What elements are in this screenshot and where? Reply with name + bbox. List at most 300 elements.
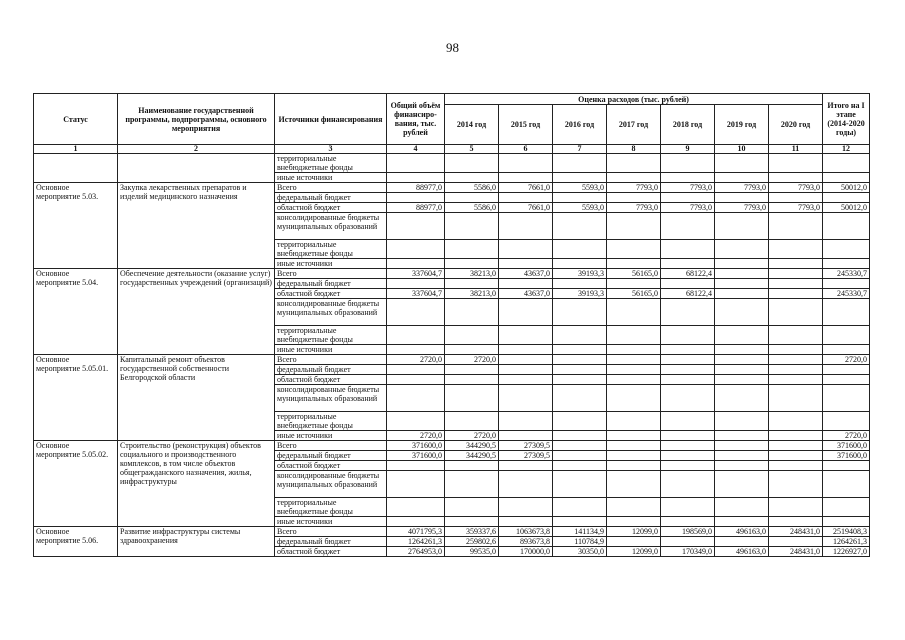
table-body — [34, 154, 870, 557]
year-value-cell — [553, 441, 607, 451]
year-value-cell — [607, 498, 661, 517]
source-cell: федеральный бюджет — [275, 365, 387, 375]
status-cell — [34, 154, 118, 183]
stage-total-cell — [823, 259, 870, 269]
status-cell: Основное мероприятие 5.03. — [34, 183, 118, 269]
year-value-cell — [553, 193, 607, 203]
program-name-cell: Развитие инфраструктуры системы здравоохранения — [118, 527, 275, 557]
stage-total-cell — [823, 365, 870, 375]
year-value-cell: 43637,0 — [499, 289, 553, 299]
year-value-cell — [445, 154, 499, 173]
year-value-cell — [553, 279, 607, 289]
year-value-cell — [715, 173, 769, 183]
year-value-cell: 170000,0 — [499, 547, 553, 557]
year-value-cell — [553, 345, 607, 355]
year-value-cell — [445, 326, 499, 345]
year-value-cell — [607, 375, 661, 385]
year-value-cell — [715, 345, 769, 355]
year-value-cell — [499, 240, 553, 259]
year-value-cell — [661, 498, 715, 517]
stage-total-cell — [823, 385, 870, 412]
source-cell: иные источники — [275, 259, 387, 269]
year-value-cell — [769, 461, 823, 471]
source-cell: иные источники — [275, 173, 387, 183]
year-value-cell — [553, 471, 607, 498]
year-value-cell: 248431,0 — [769, 527, 823, 537]
year-value-cell — [499, 431, 553, 441]
year-value-cell: 5586,0 — [445, 203, 499, 213]
year-value-cell — [769, 517, 823, 527]
year-value-cell — [661, 441, 715, 451]
year-value-cell — [607, 259, 661, 269]
total-cell — [387, 240, 445, 259]
year-value-cell — [553, 517, 607, 527]
header-estimate: Оценка расходов (тыс. рублей) — [445, 94, 823, 105]
header-total: Общий объём финансиро-вания, тыс. рублей — [387, 94, 445, 145]
year-value-cell: 12099,0 — [607, 547, 661, 557]
year-value-cell — [499, 517, 553, 527]
program-name-cell: Строительство (реконструкция) объектов социального и производственного комплексов, в том числе объектов общегражданского назначения, жилья, инфраструктуры — [118, 441, 275, 527]
source-cell: Всего — [275, 355, 387, 365]
stage-total-cell — [823, 517, 870, 527]
year-value-cell — [607, 537, 661, 547]
column-number: 11 — [769, 145, 823, 154]
year-value-cell — [499, 173, 553, 183]
total-cell — [387, 259, 445, 269]
stage-total-cell: 1264261,3 — [823, 537, 870, 547]
stage-total-cell — [823, 154, 870, 173]
year-value-cell: 198569,0 — [661, 527, 715, 537]
column-number: 10 — [715, 145, 769, 154]
year-value-cell — [661, 345, 715, 355]
year-value-cell: 7661,0 — [499, 183, 553, 193]
table-row — [34, 183, 870, 193]
table-row — [34, 441, 870, 451]
year-value-cell — [445, 365, 499, 375]
stage-total-cell: 245330,7 — [823, 289, 870, 299]
year-value-cell — [445, 517, 499, 527]
year-value-cell: 56165,0 — [607, 289, 661, 299]
total-cell: 4071795,3 — [387, 527, 445, 537]
year-value-cell: 259802,6 — [445, 537, 499, 547]
year-value-cell — [715, 461, 769, 471]
year-value-cell: 5593,0 — [553, 203, 607, 213]
year-value-cell — [553, 299, 607, 326]
header-status: Статус — [34, 94, 118, 145]
year-value-cell: 27309,5 — [499, 451, 553, 461]
source-cell: федеральный бюджет — [275, 193, 387, 203]
stage-total-cell: 2720,0 — [823, 355, 870, 365]
year-value-cell — [715, 412, 769, 431]
year-value-cell — [607, 279, 661, 289]
stage-total-cell: 371600,0 — [823, 451, 870, 461]
year-value-cell — [553, 326, 607, 345]
year-value-cell: 7793,0 — [607, 203, 661, 213]
year-value-cell — [499, 213, 553, 240]
stage-total-cell — [823, 498, 870, 517]
year-value-cell: 39193,3 — [553, 269, 607, 279]
year-value-cell — [769, 279, 823, 289]
table-row — [34, 355, 870, 365]
source-cell: областной бюджет — [275, 203, 387, 213]
year-value-cell — [769, 289, 823, 299]
year-value-cell: 99535,0 — [445, 547, 499, 557]
year-value-cell — [445, 279, 499, 289]
year-value-cell: 496163,0 — [715, 547, 769, 557]
total-cell: 371600,0 — [387, 441, 445, 451]
status-cell: Основное мероприятие 5.05.02. — [34, 441, 118, 527]
year-value-cell — [607, 240, 661, 259]
column-number: 12 — [823, 145, 870, 154]
year-value-cell — [661, 471, 715, 498]
year-value-cell — [607, 213, 661, 240]
year-value-cell — [715, 498, 769, 517]
header-year: 2018 год — [661, 105, 715, 145]
year-value-cell — [445, 259, 499, 269]
year-value-cell — [661, 461, 715, 471]
header-sources: Источники финансирования — [275, 94, 387, 145]
year-value-cell: 496163,0 — [715, 527, 769, 537]
year-value-cell — [769, 451, 823, 461]
total-cell: 2720,0 — [387, 355, 445, 365]
total-cell — [387, 345, 445, 355]
financing-table — [33, 93, 870, 557]
year-value-cell — [553, 240, 607, 259]
year-value-cell: 68122,4 — [661, 289, 715, 299]
stage-total-cell — [823, 461, 870, 471]
table-row — [34, 527, 870, 537]
year-value-cell — [553, 213, 607, 240]
source-cell: областной бюджет — [275, 547, 387, 557]
year-value-cell — [769, 240, 823, 259]
year-value-cell — [607, 365, 661, 375]
year-value-cell — [607, 173, 661, 183]
stage-total-cell — [823, 375, 870, 385]
total-cell: 2764953,0 — [387, 547, 445, 557]
year-value-cell — [553, 365, 607, 375]
source-cell: территориальные внебюджетные фонды — [275, 240, 387, 259]
source-cell: территориальные внебюджетные фонды — [275, 154, 387, 173]
total-cell — [387, 326, 445, 345]
source-cell: Всего — [275, 269, 387, 279]
year-value-cell — [769, 299, 823, 326]
year-value-cell — [769, 412, 823, 431]
year-value-cell — [769, 345, 823, 355]
year-value-cell — [607, 471, 661, 498]
total-cell: 88977,0 — [387, 183, 445, 193]
year-value-cell: 38213,0 — [445, 269, 499, 279]
stage-total-cell: 1226927,0 — [823, 547, 870, 557]
stage-total-cell — [823, 412, 870, 431]
year-value-cell — [715, 240, 769, 259]
total-cell: 1264261,3 — [387, 537, 445, 547]
source-cell: консолидированные бюджеты муниципальных образований — [275, 385, 387, 412]
year-value-cell — [715, 269, 769, 279]
year-value-cell: 141134,9 — [553, 527, 607, 537]
year-value-cell — [661, 355, 715, 365]
year-value-cell: 12099,0 — [607, 527, 661, 537]
header-year: 2015 год — [499, 105, 553, 145]
year-value-cell — [661, 537, 715, 547]
stage-total-cell — [823, 173, 870, 183]
year-value-cell: 5586,0 — [445, 183, 499, 193]
year-value-cell — [553, 451, 607, 461]
year-value-cell — [715, 375, 769, 385]
year-value-cell — [499, 412, 553, 431]
year-value-cell — [553, 412, 607, 431]
column-number: 5 — [445, 145, 499, 154]
year-value-cell — [715, 451, 769, 461]
year-value-cell — [769, 213, 823, 240]
year-value-cell — [661, 385, 715, 412]
total-cell — [387, 365, 445, 375]
year-value-cell — [715, 279, 769, 289]
year-value-cell — [553, 461, 607, 471]
total-cell: 88977,0 — [387, 203, 445, 213]
year-value-cell — [661, 193, 715, 203]
total-cell — [387, 213, 445, 240]
stage-total-cell: 50012,0 — [823, 203, 870, 213]
total-cell — [387, 154, 445, 173]
year-value-cell — [499, 498, 553, 517]
year-value-cell — [607, 193, 661, 203]
year-value-cell: 7793,0 — [769, 203, 823, 213]
source-cell: Всего — [275, 527, 387, 537]
year-value-cell — [499, 461, 553, 471]
stage-total-cell — [823, 213, 870, 240]
year-value-cell — [769, 385, 823, 412]
source-cell: иные источники — [275, 517, 387, 527]
column-number: 9 — [661, 145, 715, 154]
column-number-row — [34, 145, 870, 154]
year-value-cell — [499, 259, 553, 269]
year-value-cell: 248431,0 — [769, 547, 823, 557]
year-value-cell: 2720,0 — [445, 355, 499, 365]
year-value-cell: 2720,0 — [445, 431, 499, 441]
status-cell: Основное мероприятие 5.04. — [34, 269, 118, 355]
year-value-cell — [769, 537, 823, 547]
total-cell — [387, 471, 445, 498]
year-value-cell — [499, 345, 553, 355]
year-value-cell: 7793,0 — [607, 183, 661, 193]
year-value-cell — [445, 375, 499, 385]
year-value-cell: 56165,0 — [607, 269, 661, 279]
header-stage-total: Итого на I этапе (2014-2020 годы) — [823, 94, 870, 145]
year-value-cell — [715, 326, 769, 345]
year-value-cell — [769, 193, 823, 203]
year-value-cell — [553, 385, 607, 412]
year-value-cell — [607, 326, 661, 345]
year-value-cell — [499, 471, 553, 498]
header-year: 2016 год — [553, 105, 607, 145]
year-value-cell — [445, 193, 499, 203]
year-value-cell — [445, 412, 499, 431]
total-cell — [387, 173, 445, 183]
year-value-cell — [715, 441, 769, 451]
total-cell: 337604,7 — [387, 289, 445, 299]
year-value-cell — [769, 375, 823, 385]
year-value-cell — [445, 498, 499, 517]
year-value-cell — [715, 289, 769, 299]
year-value-cell — [715, 259, 769, 269]
year-value-cell — [769, 173, 823, 183]
stage-total-cell — [823, 279, 870, 289]
column-number: 4 — [387, 145, 445, 154]
year-value-cell — [661, 375, 715, 385]
year-value-cell — [607, 154, 661, 173]
year-value-cell — [445, 173, 499, 183]
page-number: 98 — [446, 40, 459, 55]
year-value-cell — [445, 299, 499, 326]
total-cell — [387, 412, 445, 431]
year-value-cell: 38213,0 — [445, 289, 499, 299]
total-cell — [387, 498, 445, 517]
year-value-cell — [715, 154, 769, 173]
total-cell — [387, 193, 445, 203]
year-value-cell — [661, 517, 715, 527]
table-row — [34, 269, 870, 279]
year-value-cell: 7661,0 — [499, 203, 553, 213]
total-cell: 337604,7 — [387, 269, 445, 279]
year-value-cell — [553, 498, 607, 517]
year-value-cell — [607, 431, 661, 441]
year-value-cell — [607, 461, 661, 471]
year-value-cell — [715, 299, 769, 326]
program-name-cell: Закупка лекарственных препаратов и изделий медицинского назначения — [118, 183, 275, 269]
source-cell: территориальные внебюджетные фонды — [275, 412, 387, 431]
column-number: 6 — [499, 145, 553, 154]
stage-total-cell: 245330,7 — [823, 269, 870, 279]
year-value-cell — [553, 375, 607, 385]
header-program-name: Наименование государственной программы, подпрограммы, основного мероприятия — [118, 94, 275, 145]
year-value-cell: 7793,0 — [715, 183, 769, 193]
year-value-cell — [769, 498, 823, 517]
year-value-cell: 7793,0 — [661, 183, 715, 193]
year-value-cell — [661, 431, 715, 441]
source-cell: областной бюджет — [275, 461, 387, 471]
year-value-cell — [661, 173, 715, 183]
year-value-cell — [607, 385, 661, 412]
year-value-cell — [715, 471, 769, 498]
year-value-cell: 359337,6 — [445, 527, 499, 537]
stage-total-cell: 2720,0 — [823, 431, 870, 441]
total-cell — [387, 299, 445, 326]
year-value-cell — [499, 193, 553, 203]
year-value-cell — [553, 154, 607, 173]
year-value-cell — [607, 345, 661, 355]
stage-total-cell: 2519408,3 — [823, 527, 870, 537]
year-value-cell — [661, 240, 715, 259]
year-value-cell — [769, 154, 823, 173]
year-value-cell: 344290,5 — [445, 441, 499, 451]
header-year: 2020 год — [769, 105, 823, 145]
year-value-cell — [715, 355, 769, 365]
year-value-cell — [499, 326, 553, 345]
status-cell: Основное мероприятие 5.06. — [34, 527, 118, 557]
year-value-cell — [715, 385, 769, 412]
source-cell: консолидированные бюджеты муниципальных образований — [275, 213, 387, 240]
year-value-cell — [445, 461, 499, 471]
year-value-cell — [769, 326, 823, 345]
source-cell: федеральный бюджет — [275, 279, 387, 289]
year-value-cell — [445, 213, 499, 240]
source-cell: консолидированные бюджеты муниципальных образований — [275, 471, 387, 498]
column-number: 7 — [553, 145, 607, 154]
year-value-cell — [445, 385, 499, 412]
header-year: 2014 год — [445, 105, 499, 145]
year-value-cell — [661, 365, 715, 375]
total-cell: 2720,0 — [387, 431, 445, 441]
source-cell: территориальные внебюджетные фонды — [275, 498, 387, 517]
column-number: 2 — [118, 145, 275, 154]
year-value-cell — [661, 259, 715, 269]
stage-total-cell — [823, 326, 870, 345]
year-value-cell — [715, 213, 769, 240]
year-value-cell — [499, 365, 553, 375]
source-cell: областной бюджет — [275, 289, 387, 299]
year-value-cell — [445, 240, 499, 259]
year-value-cell: 39193,3 — [553, 289, 607, 299]
year-value-cell — [661, 412, 715, 431]
year-value-cell — [553, 355, 607, 365]
column-number: 8 — [607, 145, 661, 154]
total-cell — [387, 461, 445, 471]
total-cell — [387, 375, 445, 385]
year-value-cell — [553, 431, 607, 441]
year-value-cell: 7793,0 — [769, 183, 823, 193]
source-cell: иные источники — [275, 345, 387, 355]
year-value-cell — [715, 365, 769, 375]
year-value-cell — [499, 375, 553, 385]
stage-total-cell: 371600,0 — [823, 441, 870, 451]
year-value-cell — [607, 412, 661, 431]
source-cell: федеральный бюджет — [275, 537, 387, 547]
year-value-cell: 43637,0 — [499, 269, 553, 279]
year-value-cell: 893673,8 — [499, 537, 553, 547]
total-cell: 371600,0 — [387, 451, 445, 461]
source-cell: консолидированные бюджеты муниципальных образований — [275, 299, 387, 326]
stage-total-cell — [823, 240, 870, 259]
year-value-cell — [715, 517, 769, 527]
year-value-cell — [661, 326, 715, 345]
program-name-cell: Капитальный ремонт объектов государственной собственности Белгородской области — [118, 355, 275, 441]
year-value-cell — [661, 279, 715, 289]
year-value-cell — [715, 537, 769, 547]
year-value-cell: 110784,9 — [553, 537, 607, 547]
source-cell: областной бюджет — [275, 375, 387, 385]
total-cell — [387, 279, 445, 289]
stage-total-cell — [823, 471, 870, 498]
program-name-cell — [118, 154, 275, 183]
total-cell — [387, 517, 445, 527]
column-number: 3 — [275, 145, 387, 154]
header-year: 2019 год — [715, 105, 769, 145]
year-value-cell — [553, 173, 607, 183]
year-value-cell — [661, 154, 715, 173]
table-row — [34, 154, 870, 173]
year-value-cell — [607, 517, 661, 527]
program-name-cell: Обеспечение деятельности (оказание услуг) государственных учреждений (организаций) — [118, 269, 275, 355]
year-value-cell — [661, 299, 715, 326]
year-value-cell: 27309,5 — [499, 441, 553, 451]
year-value-cell — [769, 259, 823, 269]
stage-total-cell — [823, 193, 870, 203]
year-value-cell — [499, 355, 553, 365]
year-value-cell — [499, 279, 553, 289]
year-value-cell — [769, 441, 823, 451]
column-number: 1 — [34, 145, 118, 154]
stage-total-cell — [823, 299, 870, 326]
